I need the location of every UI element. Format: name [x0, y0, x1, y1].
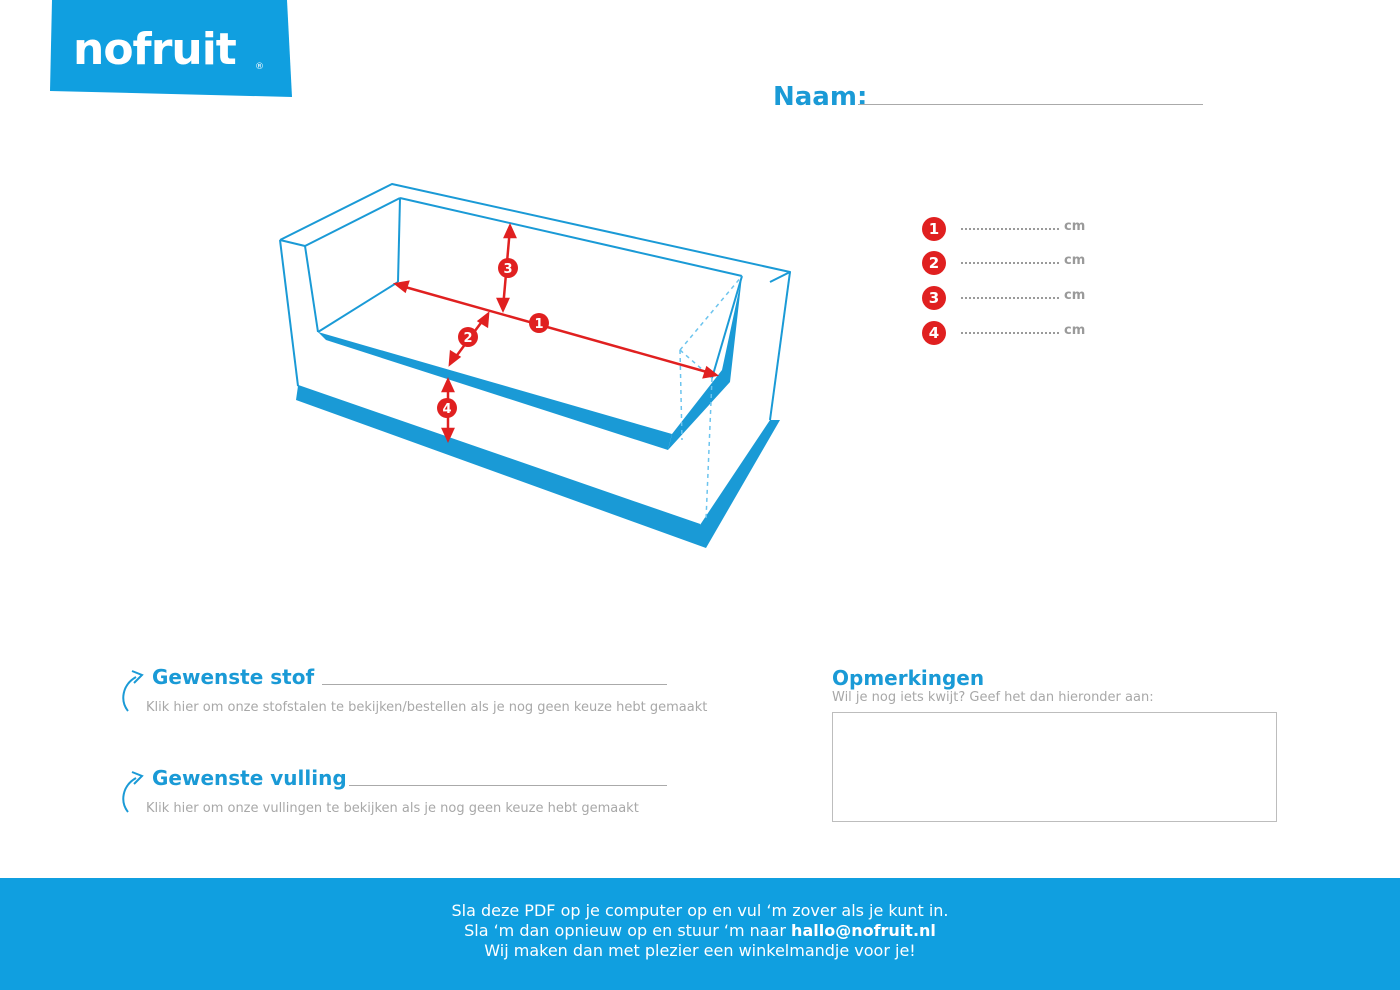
marker-3	[498, 258, 518, 278]
measurement-input-1[interactable]	[961, 228, 1059, 230]
name-label: Naam:	[773, 82, 868, 112]
filling-link[interactable]: Klik hier om onze vullingen te bekijken als je nog geen keuze hebt gemaakt	[146, 801, 639, 816]
measurement-unit-4: cm	[1064, 323, 1086, 338]
filling-title: Gewenste vulling	[152, 766, 347, 790]
measurement-badge-2: 2	[922, 251, 946, 275]
nofruit-logo	[0, 0, 300, 110]
measurement-badge-3: 3	[922, 286, 946, 310]
measurement-badge-4: 4	[922, 321, 946, 345]
measurement-input-4[interactable]	[961, 332, 1059, 334]
measurement-unit-1: cm	[1064, 219, 1086, 234]
sofa-diagram	[260, 170, 800, 560]
curved-arrow-icon	[118, 766, 148, 816]
footer-line-2	[0, 921, 1400, 941]
remarks-textarea[interactable]	[832, 712, 1277, 822]
footer-email-link[interactable]: hallo@nofruit.nl	[791, 921, 936, 940]
seat-edge-slab	[318, 332, 672, 450]
measurement-input-3[interactable]	[961, 297, 1059, 299]
footer-line-3: Wij maken dan met plezier een winkelmandje voor je!	[484, 941, 916, 960]
measurement-row-4	[922, 321, 1122, 347]
marker-3-label: 3	[503, 262, 513, 277]
measurement-row-1	[922, 217, 1122, 243]
filling-input-line[interactable]	[349, 785, 667, 786]
measurement-unit-3: cm	[1064, 288, 1086, 303]
measurement-badge-1: 1	[922, 217, 946, 241]
marker-2	[458, 327, 478, 347]
fabric-input-line[interactable]	[322, 684, 667, 685]
measurement-unit-2: cm	[1064, 253, 1086, 268]
registered-mark: ®	[255, 62, 264, 72]
logo-text: nofruit	[73, 24, 236, 75]
marker-4-label: 4	[442, 402, 452, 417]
marker-1-label: 1	[534, 317, 544, 332]
fabric-title: Gewenste stof	[152, 665, 315, 689]
footer-banner	[0, 878, 1400, 990]
footer-line-2-text: Sla ‘m dan opnieuw op en stuur ‘m naar	[464, 921, 792, 940]
footer-line-1: Sla deze PDF op je computer op en vul ‘m zover als je kunt in.	[451, 901, 949, 920]
measurement-row-2	[922, 251, 1122, 277]
fabric-link[interactable]: Klik hier om onze stofstalen te bekijken/bestellen als je nog geen keuze hebt gemaakt	[146, 700, 708, 715]
marker-4	[437, 398, 457, 418]
marker-2-label: 2	[463, 331, 473, 346]
name-input-line[interactable]	[858, 104, 1203, 105]
curved-arrow-icon	[118, 665, 148, 715]
measurement-input-2[interactable]	[961, 262, 1059, 264]
measurement-row-3	[922, 286, 1122, 312]
remarks-title: Opmerkingen	[832, 666, 985, 690]
marker-1	[529, 313, 549, 333]
remarks-hint: Wil je nog iets kwijt? Geef het dan hieronder aan:	[832, 690, 1154, 705]
